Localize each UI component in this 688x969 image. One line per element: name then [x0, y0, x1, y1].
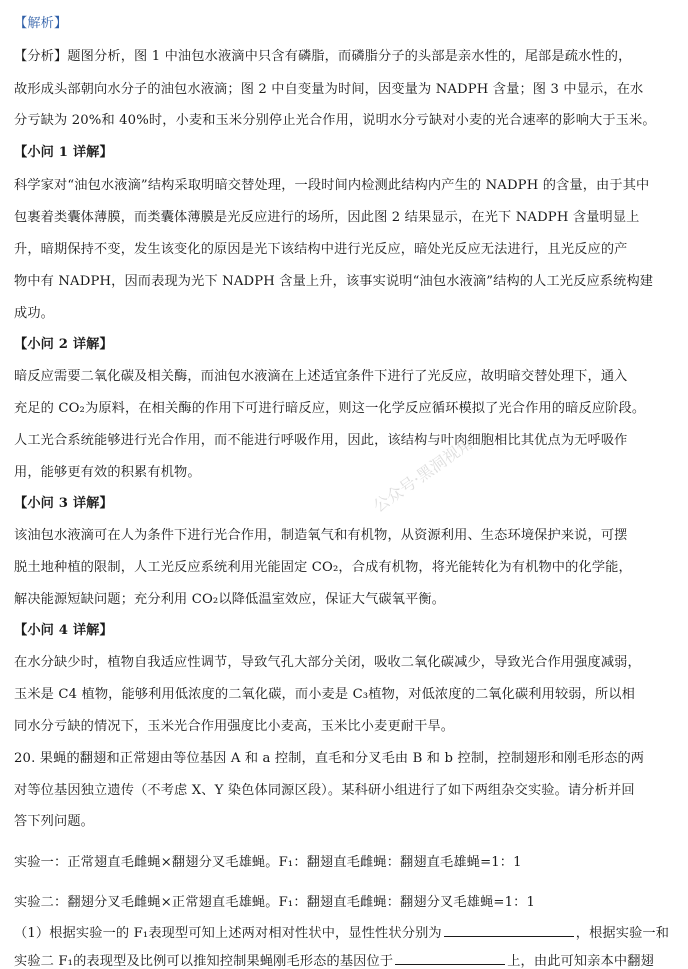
watermark: 公众号·黑洞视角	[369, 433, 477, 516]
experiment-2: 实验二：翻翅分叉毛雌蝇×正常翅直毛雄蝇。F₁：翻翅直毛雌蝇：翻翅分叉毛雄蝇=1：1	[14, 895, 536, 910]
analysis-line-1: 【分析】题图分析，图 1 中油包水液滴中只含有磷脂，而磷脂分子的头部是亲水性的，尾部是疏水性的，	[14, 49, 632, 64]
analysis-heading: 【解析】	[14, 16, 68, 31]
answer-blank-2	[395, 952, 505, 965]
q3-line-1: 该油包水液滴可在人为条件下进行光合作用，制造氧气和有机物，从资源利用、生态环境保护来说，可摆	[14, 528, 628, 543]
question-20-2-text-a: 实验二 F₁的表现型及比例可以推知控制果蝇刚毛形态的基因位于	[14, 954, 394, 969]
q2-line-3: 人工光合系统能够进行光合作用，而不能进行呼吸作用，因此，该结构与叶肉细胞相比其优点为无呼吸作	[14, 433, 628, 448]
q1-line-4: 物中有 NADPH，因而表现为光下 NADPH 含量上升，该事实说明“油包水液滴”结构的人工光反应系统构建	[14, 274, 654, 289]
question-20-1-text-b: ，根据实验一和	[575, 926, 670, 941]
q4-line-3: 同水分亏缺的情况下，玉米光合作用强度比小麦高，玉米比小麦更耐干旱。	[14, 719, 455, 734]
q2-line-1: 暗反应需要二氧化碳及相关酶，而油包水液滴在上述适宜条件下进行了光反应，故明暗交替处理下，通入	[14, 369, 628, 384]
problem20-line-3: 答下列问题。	[14, 814, 95, 829]
question-20-1-text-a: （1）根据实验一的 F₁表现型可知上述两对相对性状中，显性性状分别为	[14, 926, 442, 941]
problem20-line-1: 20. 果蝇的翻翅和正常翅由等位基因 A 和 a 控制，直毛和分叉毛由 B 和 b 控制，控制翅形和刚毛形态的两	[14, 751, 645, 766]
problem20-line-2: 对等位基因独立遗传（不考虑 X、Y 染色体同源区段）。某科研小组进行了如下两组杂交实验。请分析并回	[14, 783, 635, 798]
q1-line-2: 包裹着类囊体薄膜，而类囊体薄膜是光反应进行的场所，因此图 2 结果显示，在光下 NADPH 含量明显上	[14, 210, 640, 225]
q4-heading: 【小问 4 详解】	[14, 623, 113, 638]
analysis-line-2: 故形成头部朝向水分子的油包水液滴；图 2 中自变量为时间，因变量为 NADPH 含量；图 3 中显示，在水	[14, 82, 644, 97]
q4-line-1: 在水分缺少时，植物自我适应性调节，导致气孔大部分关闭，吸收二氧化碳减少，导致光合作用强度减弱，	[14, 655, 641, 670]
answer-blank-1	[444, 924, 574, 937]
q3-line-3: 解决能源短缺问题；充分利用 CO₂以降低温室效应，保证大气碳氧平衡。	[14, 592, 446, 607]
q1-heading: 【小问 1 详解】	[14, 145, 113, 160]
question-20-1-line	[14, 922, 678, 941]
q2-heading: 【小问 2 详解】	[14, 337, 113, 352]
q2-line-4: 用，能够更有效的积累有机物。	[14, 465, 201, 480]
question-20-2-line	[14, 950, 678, 969]
q1-line-1: 科学家对“油包水液滴”结构采取明暗交替处理，一段时间内检测此结构内产生的 NADPH 的含量，由于其中	[14, 178, 650, 193]
q3-line-2: 脱土地种植的限制，人工光反应系统利用光能固定 CO₂，合成有机物，将光能转化为有机物中的化学能，	[14, 560, 632, 575]
analysis-line-3: 分亏缺为 20%和 40%时，小麦和玉米分别停止光合作用，说明水分亏缺对小麦的光合速率的影响大于玉米。	[14, 113, 656, 128]
q2-line-2: 充足的 CO₂为原料，在相关酶的作用下可进行暗反应，则这一化学反应循环模拟了光合作用的暗反应阶段。	[14, 401, 646, 416]
q1-line-5: 成功。	[14, 306, 55, 321]
experiment-1: 实验一：正常翅直毛雌蝇×翻翅分叉毛雄蝇。F₁：翻翅直毛雌蝇：翻翅直毛雄蝇=1：1	[14, 855, 522, 870]
q1-line-3: 升，暗期保持不变，发生该变化的原因是光下该结构中进行光反应，暗处光反应无法进行，且光反应的产	[14, 242, 628, 257]
q4-line-2: 玉米是 C4 植物，能够利用低浓度的二氧化碳，而小麦是 C₃植物，对低浓度的二氧化碳利用较弱，所以相	[14, 687, 635, 702]
q3-heading: 【小问 3 详解】	[14, 496, 113, 511]
question-20-2-text-b: 上，由此可知亲本中翻翅	[507, 954, 654, 969]
